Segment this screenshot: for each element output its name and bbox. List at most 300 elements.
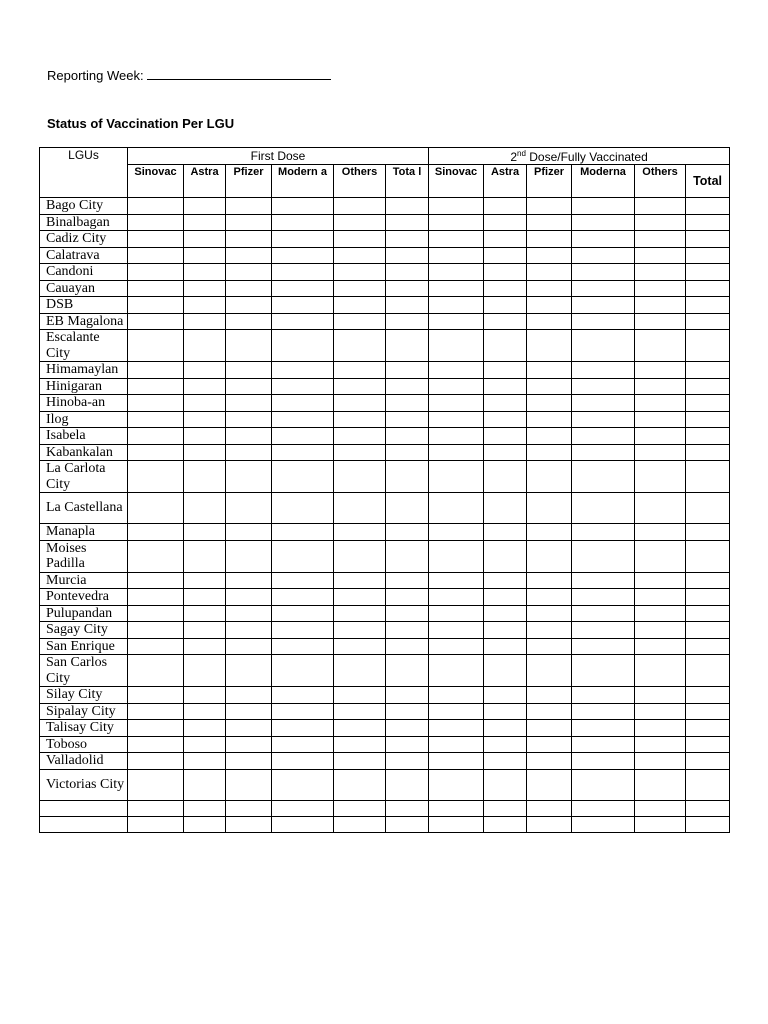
- data-cell[interactable]: [686, 330, 730, 362]
- data-cell[interactable]: [527, 800, 572, 816]
- data-cell[interactable]: [272, 313, 334, 330]
- data-cell[interactable]: [686, 736, 730, 753]
- data-cell[interactable]: [386, 378, 429, 395]
- data-cell[interactable]: [334, 330, 386, 362]
- data-cell[interactable]: [226, 572, 272, 589]
- data-cell[interactable]: [386, 280, 429, 297]
- data-cell[interactable]: [184, 280, 226, 297]
- data-cell[interactable]: [386, 816, 429, 832]
- data-cell[interactable]: [386, 395, 429, 412]
- data-cell[interactable]: [226, 753, 272, 770]
- data-cell[interactable]: [272, 461, 334, 493]
- data-cell[interactable]: [686, 461, 730, 493]
- data-cell[interactable]: [484, 655, 527, 687]
- data-cell[interactable]: [334, 703, 386, 720]
- data-cell[interactable]: [272, 800, 334, 816]
- data-cell[interactable]: [572, 524, 635, 541]
- data-cell[interactable]: [429, 330, 484, 362]
- data-cell[interactable]: [686, 622, 730, 639]
- data-cell[interactable]: [272, 264, 334, 281]
- data-cell[interactable]: [527, 411, 572, 428]
- data-cell[interactable]: [686, 572, 730, 589]
- data-cell[interactable]: [184, 736, 226, 753]
- data-cell[interactable]: [686, 703, 730, 720]
- data-cell[interactable]: [484, 330, 527, 362]
- data-cell[interactable]: [334, 247, 386, 264]
- data-cell[interactable]: [386, 800, 429, 816]
- data-cell[interactable]: [272, 736, 334, 753]
- data-cell[interactable]: [128, 280, 184, 297]
- data-cell[interactable]: [686, 264, 730, 281]
- data-cell[interactable]: [226, 461, 272, 493]
- data-cell[interactable]: [128, 198, 184, 215]
- data-cell[interactable]: [334, 297, 386, 314]
- data-cell[interactable]: [635, 411, 686, 428]
- data-cell[interactable]: [484, 461, 527, 493]
- data-cell[interactable]: [686, 280, 730, 297]
- data-cell[interactable]: [386, 214, 429, 231]
- data-cell[interactable]: [527, 655, 572, 687]
- data-cell[interactable]: [386, 572, 429, 589]
- data-cell[interactable]: [429, 214, 484, 231]
- data-cell[interactable]: [429, 428, 484, 445]
- data-cell[interactable]: [226, 297, 272, 314]
- data-cell[interactable]: [128, 330, 184, 362]
- data-cell[interactable]: [334, 605, 386, 622]
- data-cell[interactable]: [226, 395, 272, 412]
- data-cell[interactable]: [429, 444, 484, 461]
- data-cell[interactable]: [527, 736, 572, 753]
- data-cell[interactable]: [484, 589, 527, 606]
- data-cell[interactable]: [484, 736, 527, 753]
- data-cell[interactable]: [686, 655, 730, 687]
- data-cell[interactable]: [635, 493, 686, 524]
- data-cell[interactable]: [272, 589, 334, 606]
- data-cell[interactable]: [686, 493, 730, 524]
- data-cell[interactable]: [484, 198, 527, 215]
- data-cell[interactable]: [184, 444, 226, 461]
- data-cell[interactable]: [484, 247, 527, 264]
- data-cell[interactable]: [572, 589, 635, 606]
- data-cell[interactable]: [184, 622, 226, 639]
- data-cell[interactable]: [429, 638, 484, 655]
- data-cell[interactable]: [226, 247, 272, 264]
- data-cell[interactable]: [484, 428, 527, 445]
- data-cell[interactable]: [226, 362, 272, 379]
- data-cell[interactable]: [572, 493, 635, 524]
- data-cell[interactable]: [572, 540, 635, 572]
- data-cell[interactable]: [334, 362, 386, 379]
- data-cell[interactable]: [128, 247, 184, 264]
- data-cell[interactable]: [429, 769, 484, 800]
- data-cell[interactable]: [527, 444, 572, 461]
- data-cell[interactable]: [572, 638, 635, 655]
- data-cell[interactable]: [184, 769, 226, 800]
- data-cell[interactable]: [572, 378, 635, 395]
- data-cell[interactable]: [128, 622, 184, 639]
- data-cell[interactable]: [484, 411, 527, 428]
- data-cell[interactable]: [226, 330, 272, 362]
- data-cell[interactable]: [226, 703, 272, 720]
- data-cell[interactable]: [527, 198, 572, 215]
- data-cell[interactable]: [184, 330, 226, 362]
- data-cell[interactable]: [386, 264, 429, 281]
- data-cell[interactable]: [386, 297, 429, 314]
- data-cell[interactable]: [226, 736, 272, 753]
- data-cell[interactable]: [386, 622, 429, 639]
- data-cell[interactable]: [128, 461, 184, 493]
- data-cell[interactable]: [686, 411, 730, 428]
- data-cell[interactable]: [527, 687, 572, 704]
- data-cell[interactable]: [272, 362, 334, 379]
- data-cell[interactable]: [226, 411, 272, 428]
- data-cell[interactable]: [527, 605, 572, 622]
- data-cell[interactable]: [334, 622, 386, 639]
- data-cell[interactable]: [429, 247, 484, 264]
- data-cell[interactable]: [527, 428, 572, 445]
- data-cell[interactable]: [429, 280, 484, 297]
- data-cell[interactable]: [484, 622, 527, 639]
- data-cell[interactable]: [635, 524, 686, 541]
- data-cell[interactable]: [184, 214, 226, 231]
- data-cell[interactable]: [184, 231, 226, 248]
- data-cell[interactable]: [572, 687, 635, 704]
- data-cell[interactable]: [128, 362, 184, 379]
- data-cell[interactable]: [184, 297, 226, 314]
- data-cell[interactable]: [429, 198, 484, 215]
- data-cell[interactable]: [635, 231, 686, 248]
- data-cell[interactable]: [686, 800, 730, 816]
- data-cell[interactable]: [635, 572, 686, 589]
- data-cell[interactable]: [484, 444, 527, 461]
- data-cell[interactable]: [334, 280, 386, 297]
- data-cell[interactable]: [527, 247, 572, 264]
- data-cell[interactable]: [686, 428, 730, 445]
- data-cell[interactable]: [184, 524, 226, 541]
- data-cell[interactable]: [484, 264, 527, 281]
- data-cell[interactable]: [484, 720, 527, 737]
- data-cell[interactable]: [527, 720, 572, 737]
- data-cell[interactable]: [572, 313, 635, 330]
- data-cell[interactable]: [184, 378, 226, 395]
- data-cell[interactable]: [429, 362, 484, 379]
- data-cell[interactable]: [184, 753, 226, 770]
- data-cell[interactable]: [386, 703, 429, 720]
- data-cell[interactable]: [386, 753, 429, 770]
- data-cell[interactable]: [128, 816, 184, 832]
- data-cell[interactable]: [686, 769, 730, 800]
- data-cell[interactable]: [572, 214, 635, 231]
- data-cell[interactable]: [484, 540, 527, 572]
- data-cell[interactable]: [572, 264, 635, 281]
- data-cell[interactable]: [386, 444, 429, 461]
- data-cell[interactable]: [334, 655, 386, 687]
- data-cell[interactable]: [386, 247, 429, 264]
- data-cell[interactable]: [429, 589, 484, 606]
- data-cell[interactable]: [484, 231, 527, 248]
- data-cell[interactable]: [334, 540, 386, 572]
- data-cell[interactable]: [635, 280, 686, 297]
- data-cell[interactable]: [272, 297, 334, 314]
- data-cell[interactable]: [184, 816, 226, 832]
- data-cell[interactable]: [429, 297, 484, 314]
- data-cell[interactable]: [484, 753, 527, 770]
- data-cell[interactable]: [272, 395, 334, 412]
- data-cell[interactable]: [128, 395, 184, 412]
- data-cell[interactable]: [572, 280, 635, 297]
- data-cell[interactable]: [572, 622, 635, 639]
- data-cell[interactable]: [635, 720, 686, 737]
- data-cell[interactable]: [635, 428, 686, 445]
- data-cell[interactable]: [635, 313, 686, 330]
- data-cell[interactable]: [184, 589, 226, 606]
- data-cell[interactable]: [226, 769, 272, 800]
- data-cell[interactable]: [386, 605, 429, 622]
- data-cell[interactable]: [429, 231, 484, 248]
- data-cell[interactable]: [484, 297, 527, 314]
- data-cell[interactable]: [334, 572, 386, 589]
- data-cell[interactable]: [272, 280, 334, 297]
- data-cell[interactable]: [226, 800, 272, 816]
- data-cell[interactable]: [128, 214, 184, 231]
- data-cell[interactable]: [484, 769, 527, 800]
- data-cell[interactable]: [386, 313, 429, 330]
- data-cell[interactable]: [272, 720, 334, 737]
- data-cell[interactable]: [334, 231, 386, 248]
- data-cell[interactable]: [128, 655, 184, 687]
- data-cell[interactable]: [429, 540, 484, 572]
- data-cell[interactable]: [184, 638, 226, 655]
- data-cell[interactable]: [184, 687, 226, 704]
- data-cell[interactable]: [272, 687, 334, 704]
- data-cell[interactable]: [334, 800, 386, 816]
- data-cell[interactable]: [572, 428, 635, 445]
- data-cell[interactable]: [635, 247, 686, 264]
- data-cell[interactable]: [429, 461, 484, 493]
- data-cell[interactable]: [272, 605, 334, 622]
- data-cell[interactable]: [527, 264, 572, 281]
- data-cell[interactable]: [686, 638, 730, 655]
- data-cell[interactable]: [386, 461, 429, 493]
- data-cell[interactable]: [635, 589, 686, 606]
- data-cell[interactable]: [272, 247, 334, 264]
- data-cell[interactable]: [635, 655, 686, 687]
- data-cell[interactable]: [686, 214, 730, 231]
- data-cell[interactable]: [334, 493, 386, 524]
- data-cell[interactable]: [184, 605, 226, 622]
- data-cell[interactable]: [226, 280, 272, 297]
- data-cell[interactable]: [527, 280, 572, 297]
- data-cell[interactable]: [334, 264, 386, 281]
- data-cell[interactable]: [272, 444, 334, 461]
- data-cell[interactable]: [527, 753, 572, 770]
- data-cell[interactable]: [386, 769, 429, 800]
- data-cell[interactable]: [429, 687, 484, 704]
- data-cell[interactable]: [272, 540, 334, 572]
- data-cell[interactable]: [272, 231, 334, 248]
- data-cell[interactable]: [386, 589, 429, 606]
- data-cell[interactable]: [128, 605, 184, 622]
- data-cell[interactable]: [429, 816, 484, 832]
- data-cell[interactable]: [226, 264, 272, 281]
- data-cell[interactable]: [429, 378, 484, 395]
- data-cell[interactable]: [484, 313, 527, 330]
- data-cell[interactable]: [635, 622, 686, 639]
- reporting-week-field[interactable]: [147, 66, 331, 80]
- data-cell[interactable]: [272, 622, 334, 639]
- data-cell[interactable]: [686, 313, 730, 330]
- data-cell[interactable]: [226, 816, 272, 832]
- data-cell[interactable]: [429, 264, 484, 281]
- data-cell[interactable]: [128, 297, 184, 314]
- data-cell[interactable]: [484, 638, 527, 655]
- data-cell[interactable]: [128, 524, 184, 541]
- data-cell[interactable]: [128, 589, 184, 606]
- data-cell[interactable]: [484, 703, 527, 720]
- data-cell[interactable]: [527, 330, 572, 362]
- data-cell[interactable]: [226, 622, 272, 639]
- data-cell[interactable]: [484, 572, 527, 589]
- data-cell[interactable]: [572, 816, 635, 832]
- data-cell[interactable]: [226, 655, 272, 687]
- data-cell[interactable]: [484, 280, 527, 297]
- data-cell[interactable]: [128, 411, 184, 428]
- data-cell[interactable]: [386, 655, 429, 687]
- data-cell[interactable]: [334, 378, 386, 395]
- data-cell[interactable]: [272, 572, 334, 589]
- data-cell[interactable]: [184, 703, 226, 720]
- data-cell[interactable]: [334, 395, 386, 412]
- data-cell[interactable]: [272, 655, 334, 687]
- data-cell[interactable]: [226, 493, 272, 524]
- data-cell[interactable]: [334, 313, 386, 330]
- data-cell[interactable]: [635, 605, 686, 622]
- data-cell[interactable]: [184, 493, 226, 524]
- data-cell[interactable]: [226, 378, 272, 395]
- data-cell[interactable]: [429, 395, 484, 412]
- data-cell[interactable]: [484, 816, 527, 832]
- data-cell[interactable]: [429, 411, 484, 428]
- data-cell[interactable]: [572, 444, 635, 461]
- data-cell[interactable]: [184, 720, 226, 737]
- data-cell[interactable]: [226, 313, 272, 330]
- data-cell[interactable]: [572, 769, 635, 800]
- data-cell[interactable]: [572, 736, 635, 753]
- data-cell[interactable]: [686, 524, 730, 541]
- data-cell[interactable]: [686, 444, 730, 461]
- data-cell[interactable]: [572, 395, 635, 412]
- data-cell[interactable]: [686, 753, 730, 770]
- data-cell[interactable]: [386, 231, 429, 248]
- data-cell[interactable]: [226, 638, 272, 655]
- data-cell[interactable]: [429, 572, 484, 589]
- data-cell[interactable]: [572, 605, 635, 622]
- data-cell[interactable]: [686, 540, 730, 572]
- data-cell[interactable]: [272, 330, 334, 362]
- data-cell[interactable]: [527, 769, 572, 800]
- data-cell[interactable]: [386, 638, 429, 655]
- data-cell[interactable]: [334, 769, 386, 800]
- data-cell[interactable]: [128, 687, 184, 704]
- data-cell[interactable]: [128, 800, 184, 816]
- data-cell[interactable]: [272, 769, 334, 800]
- data-cell[interactable]: [184, 247, 226, 264]
- data-cell[interactable]: [386, 493, 429, 524]
- data-cell[interactable]: [484, 524, 527, 541]
- data-cell[interactable]: [128, 493, 184, 524]
- data-cell[interactable]: [686, 816, 730, 832]
- data-cell[interactable]: [635, 264, 686, 281]
- data-cell[interactable]: [334, 461, 386, 493]
- data-cell[interactable]: [635, 736, 686, 753]
- data-cell[interactable]: [128, 769, 184, 800]
- data-cell[interactable]: [226, 605, 272, 622]
- data-cell[interactable]: [334, 816, 386, 832]
- data-cell[interactable]: [386, 736, 429, 753]
- data-cell[interactable]: [527, 572, 572, 589]
- data-cell[interactable]: [128, 540, 184, 572]
- data-cell[interactable]: [128, 736, 184, 753]
- data-cell[interactable]: [128, 428, 184, 445]
- data-cell[interactable]: [527, 395, 572, 412]
- data-cell[interactable]: [334, 524, 386, 541]
- data-cell[interactable]: [429, 655, 484, 687]
- data-cell[interactable]: [334, 638, 386, 655]
- data-cell[interactable]: [128, 572, 184, 589]
- data-cell[interactable]: [429, 800, 484, 816]
- data-cell[interactable]: [226, 589, 272, 606]
- data-cell[interactable]: [184, 461, 226, 493]
- data-cell[interactable]: [386, 330, 429, 362]
- data-cell[interactable]: [572, 247, 635, 264]
- data-cell[interactable]: [184, 428, 226, 445]
- data-cell[interactable]: [184, 395, 226, 412]
- data-cell[interactable]: [572, 411, 635, 428]
- data-cell[interactable]: [334, 198, 386, 215]
- data-cell[interactable]: [128, 231, 184, 248]
- data-cell[interactable]: [527, 313, 572, 330]
- data-cell[interactable]: [184, 411, 226, 428]
- data-cell[interactable]: [527, 493, 572, 524]
- data-cell[interactable]: [686, 720, 730, 737]
- data-cell[interactable]: [184, 572, 226, 589]
- data-cell[interactable]: [272, 378, 334, 395]
- data-cell[interactable]: [429, 524, 484, 541]
- data-cell[interactable]: [184, 313, 226, 330]
- data-cell[interactable]: [635, 214, 686, 231]
- data-cell[interactable]: [484, 214, 527, 231]
- data-cell[interactable]: [334, 411, 386, 428]
- data-cell[interactable]: [334, 428, 386, 445]
- data-cell[interactable]: [184, 540, 226, 572]
- data-cell[interactable]: [429, 736, 484, 753]
- data-cell[interactable]: [184, 198, 226, 215]
- data-cell[interactable]: [572, 198, 635, 215]
- data-cell[interactable]: [484, 687, 527, 704]
- data-cell[interactable]: [226, 428, 272, 445]
- data-cell[interactable]: [128, 638, 184, 655]
- data-cell[interactable]: [686, 589, 730, 606]
- data-cell[interactable]: [572, 703, 635, 720]
- data-cell[interactable]: [334, 214, 386, 231]
- data-cell[interactable]: [635, 395, 686, 412]
- data-cell[interactable]: [386, 362, 429, 379]
- data-cell[interactable]: [429, 622, 484, 639]
- data-cell[interactable]: [226, 720, 272, 737]
- data-cell[interactable]: [527, 816, 572, 832]
- data-cell[interactable]: [272, 524, 334, 541]
- data-cell[interactable]: [527, 362, 572, 379]
